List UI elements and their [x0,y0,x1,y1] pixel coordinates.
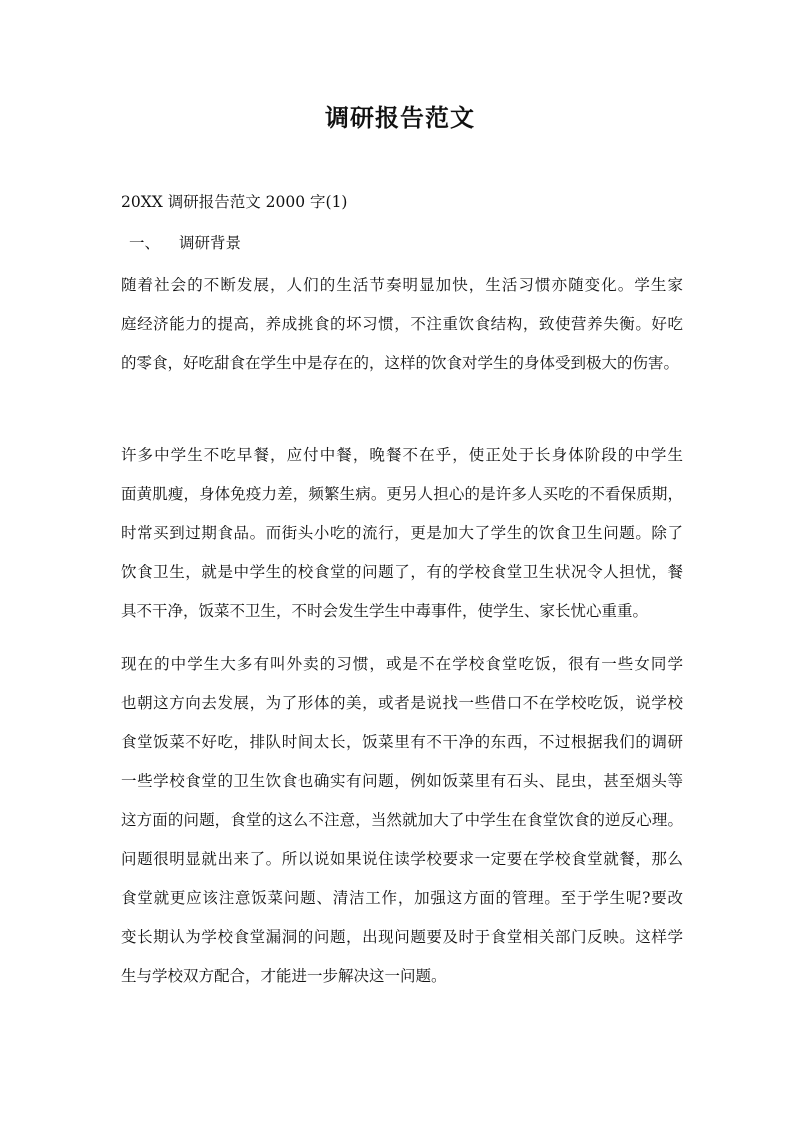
paragraph-line: 面黄肌瘦，身体免疫力差，频繁生病。更另人担心的是许多人买吃的不看保质期， [121,485,683,503]
paragraph-line: 食堂饭菜不好吃，排队时间太长，饭菜里有不干净的东西，不过根据我们的调研 [121,733,683,751]
document-subtitle: 20XX 调研报告范文 2000 字(1) [121,193,348,211]
paragraph-2 [121,436,683,631]
document-title: 调研报告范文 [325,103,475,132]
paragraph-line: 也朝这方向去发展，为了形体的美，或者是说找一些借口不在学校吃饭，说学校 [121,694,683,712]
paragraph-line: 庭经济能力的提高，养成挑食的坏习惯，不注重饮食结构，致使营养失衡。好吃 [121,315,683,333]
paragraph-line: 现在的中学生大多有叫外卖的习惯，或是不在学校食堂吃饭，很有一些女同学 [121,655,683,673]
paragraph-line: 一些学校食堂的卫生饮食也确实有问题，例如饭菜里有石头、昆虫，甚至烟头等 [121,772,683,790]
paragraph-line: 时常买到过期食品。而街头小吃的流行，更是加大了学生的饮食卫生问题。除了 [121,524,683,542]
paragraph-line: 饮食卫生，就是中学生的校食堂的问题了，有的学校食堂卫生状况令人担忧，餐 [121,563,683,581]
paragraph-line: 许多中学生不吃早餐，应付中餐，晚餐不在乎，使正处于长身体阶段的中学生 [121,446,683,464]
section-heading-text: 调研背景 [179,234,242,252]
paragraph-line: 变长期认为学校食堂漏洞的问题，出现问题要及时于食堂相关部门反映。这样学 [121,928,683,946]
paragraph-1 [121,266,683,383]
paragraph-line: 随着社会的不断发展，人们的生活节奏明显加快，生活习惯亦随变化。学生家 [121,276,683,294]
paragraph-line: 的零食，好吃甜食在学生中是存在的，这样的饮食对学生的身体受到极大的伤害。 [121,354,680,372]
section-number: 一、 [129,234,161,252]
paragraph-line: 这方面的问题，食堂的这么不注意，当然就加大了中学生在食堂饮食的逆反心理。 [121,811,683,829]
paragraph-line: 食堂就更应该注意饭菜问题、清洁工作，加强这方面的管理。至于学生呢?要改 [121,889,683,907]
paragraph-line: 具不干净，饭菜不卫生，不时会发生学生中毒事件，使学生、家长忧心重重。 [121,602,649,620]
section-heading [121,231,241,255]
paragraph-line: 生与学校双方配合，才能进一步解决这一问题。 [121,967,447,985]
paragraph-3 [121,645,683,996]
paragraph-line: 问题很明显就出来了。所以说如果说住读学校要求一定要在学校食堂就餐，那么 [121,850,683,868]
